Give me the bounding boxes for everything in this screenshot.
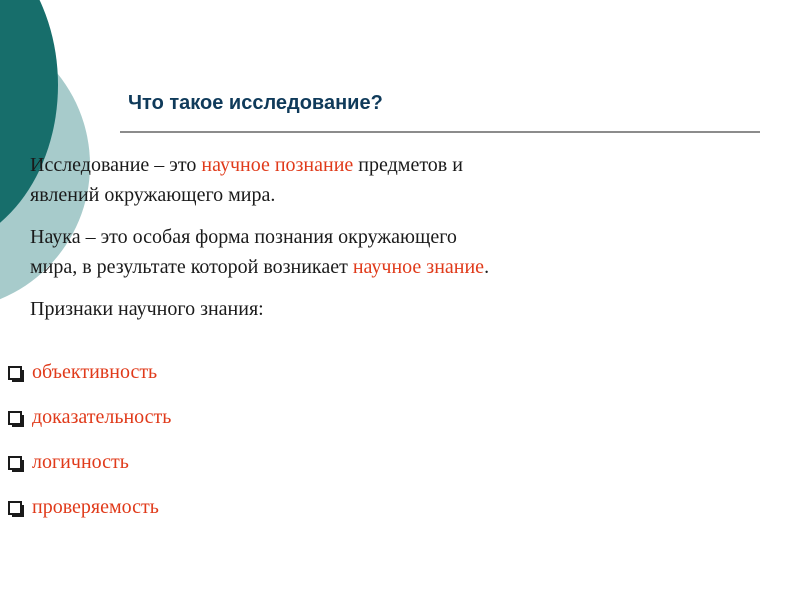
sign-text: логичность	[32, 451, 129, 473]
paragraph1-text-end: предметов и	[353, 154, 463, 176]
signs-label: Признаки научного знания:	[30, 298, 264, 320]
list-item	[8, 485, 171, 530]
sign-text: проверяемость	[32, 496, 159, 518]
checkbox-square-icon	[8, 366, 22, 380]
paragraph1-text-start: Исследование – это	[30, 154, 202, 176]
list-item	[8, 440, 171, 485]
paragraph2-line1: Наука – это особая форма познания окружающего	[30, 226, 457, 248]
list-item	[8, 350, 171, 395]
signs-list	[8, 350, 171, 530]
title-divider	[120, 131, 760, 133]
slide-title: Что такое исследование?	[128, 92, 383, 114]
checkbox-square-icon	[8, 456, 22, 470]
checkbox-square-icon	[8, 501, 22, 515]
checkbox-square-icon	[8, 411, 22, 425]
sign-text: доказательность	[32, 406, 172, 428]
paragraph2-line2-end: .	[484, 256, 490, 278]
slide-body	[30, 150, 670, 324]
paragraph-science-definition	[30, 222, 670, 282]
paragraph1-line2: явлений окружающего мира.	[30, 184, 276, 206]
list-item	[8, 395, 171, 440]
highlight-scientific-cognition: научное познание	[201, 154, 354, 176]
paragraph2-line2-start: мира, в результате которой возникает	[30, 256, 353, 278]
highlight-scientific-knowledge: научное знание	[352, 256, 485, 278]
sign-text: объективность	[32, 361, 158, 383]
paragraph-research-definition	[30, 150, 670, 210]
